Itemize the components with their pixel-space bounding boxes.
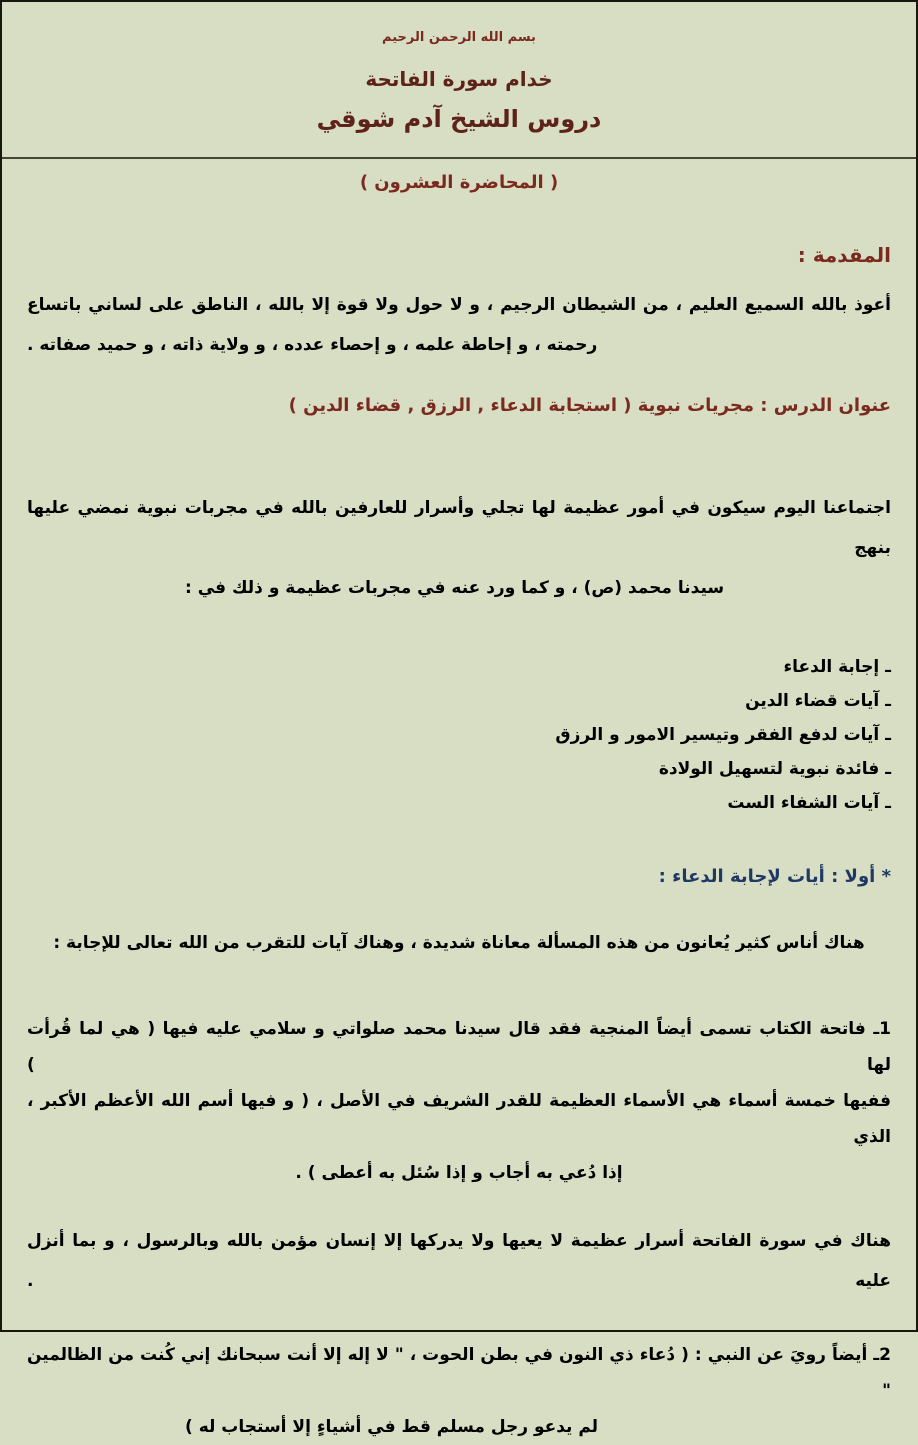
topics-list bbox=[2, 650, 916, 820]
fatiha-note-line: هناك في سورة الفاتحة أسرار عظيمة لا يعيها ولا يدركها إلا إنسان مؤمن بالله وبالرسول ، و بما أنزل عليه . bbox=[27, 1231, 891, 1291]
lecture-heading: ( المحاضرة العشرون ) bbox=[359, 172, 559, 193]
item1-line-1: 1ـ فاتحة الكتاب تسمى أيضاً المنجية فقد قال سيدنا محمد صلواتي و سلامي عليه فيها ( هي لما قُرأت لها ) bbox=[27, 1019, 891, 1075]
lesson-title: عنوان الدرس : مجريات نبوية ( استجابة الدعاء , الرزق , قضاء الدين ) bbox=[288, 395, 891, 416]
topic-item-birth: ـ فائدة نبوية لتسهيل الولادة bbox=[658, 759, 891, 779]
intro-line-1: أعوذ بالله السميع العليم ، من الشيطان الرجيم ، و لا حول ولا قوة إلا بالله ، الناطق على لساني باتساع bbox=[27, 295, 891, 315]
item1-line-2: ففيها خمسة أسماء هي الأسماء العظيمة للقدر الشريف في الأصل ، ( و فيها أسم الله الأعظم الأكبر ، الذي bbox=[27, 1091, 891, 1147]
hadith-item-1 bbox=[2, 1011, 916, 1191]
intro-line-2: رحمته ، و إحاطة علمه ، و إحصاء عدده ، و ولاية ذاته ، و حميد صفاته . bbox=[27, 335, 598, 355]
topic-item-poverty: ـ آيات لدفع الفقر وتيسير الامور و الرزق bbox=[555, 725, 891, 745]
header-divider bbox=[2, 157, 916, 159]
lesson-line-2: سيدنا محمد (ص) ، و كما ورد عنه في مجربات عظيمة و ذلك في : bbox=[185, 578, 725, 598]
lesson-paragraph bbox=[2, 488, 916, 608]
item2-line-1: 2ـ أيضاً رويَ عن النبي : ( دُعاء ذي النون في بطن الحوت ، " لا إله إلا أنت سبحانك إني كُنت من الظالمين " bbox=[27, 1345, 891, 1401]
doc-title: خدام سورة الفاتحة bbox=[365, 67, 553, 91]
doc-subtitle: دروس الشيخ آدم شوقي bbox=[316, 105, 602, 133]
section-intro-paragraph bbox=[2, 923, 916, 963]
section-intro-line: هناك أناس كثير يُعانون من هذه المسألة معاناة شديدة ، وهناك آيات للتقرب من الله تعالى للإجابة : bbox=[53, 933, 865, 953]
basmala-text: بسم الله الرحمن الرحيم bbox=[382, 30, 536, 45]
item1-line-3: إذا دُعي به أجاب و إذا سُئل به أعطى ) . bbox=[295, 1163, 623, 1183]
section-heading: * أولا : أيات لإجابة الدعاء : bbox=[658, 866, 891, 887]
hadith-item-2 bbox=[2, 1337, 916, 1445]
topic-item-healing: ـ آيات الشفاء الست bbox=[727, 793, 891, 813]
intro-paragraph bbox=[2, 285, 916, 365]
topic-item-debt: ـ آيات قضاء الدين bbox=[745, 691, 891, 711]
fatiha-note-paragraph bbox=[2, 1221, 916, 1301]
intro-heading: المقدمة : bbox=[797, 243, 891, 267]
topic-item-dua: ـ إجابة الدعاء bbox=[783, 657, 891, 677]
lesson-line-1: اجتماعنا اليوم سيكون في أمور عظيمة لها تجلي وأسرار للعارفين بالله في مجربات نبوية نمضي عليها بنهج bbox=[27, 498, 891, 558]
item2-line-2: لم يدعو رجل مسلم قط في أشياءٍ إلا أستجاب له ) bbox=[185, 1417, 599, 1437]
